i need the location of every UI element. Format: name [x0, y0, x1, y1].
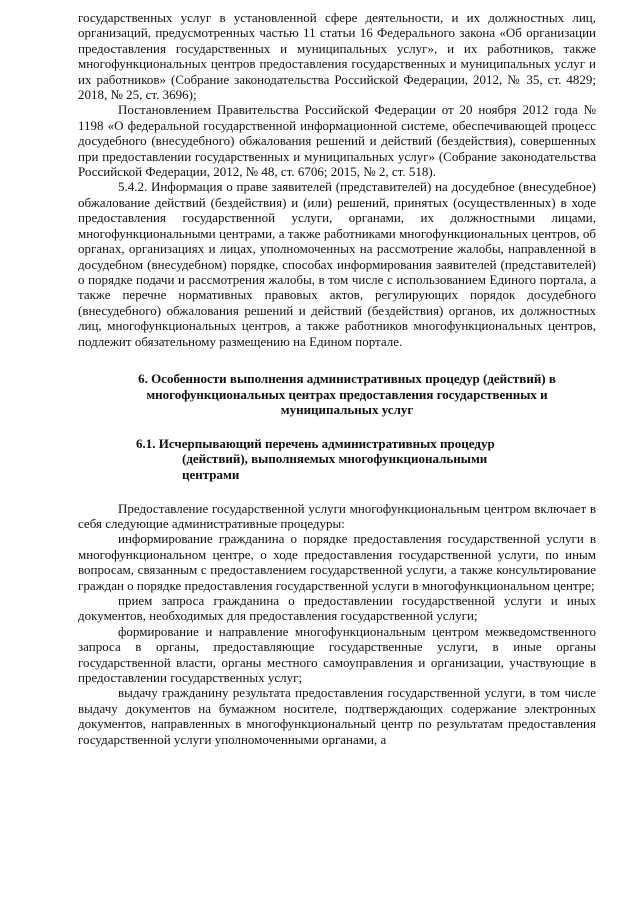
paragraph-5-4-2: 5.4.2. Информация о праве заявителей (представителей) на досудебное (внесудебное) обжалование действий (бездействия) и (или) решений, принятых (осуществленных) в ходе предоставления государственной услуги, органами, их должностными лицами, многофункциональными центрами, а также работниками многофункциональных центров, об органах, организациях и лицах, уполномоченных на рассмотрение жалобы, направленной в досудебном (внесудебном) порядке, способах информирования заявителей (представителей) о порядке подачи и рассмотрения жалобы, в том числе с использованием Единого портала, а также перечне нормативных правовых актов, регулирующих порядок досудебного (внесудебного) обжалования решений и действий (бездействия) органов, их должностных лиц, многофункциональных центров, а также работников многофункциональных центров, подлежит обязательному размещению на Едином портале. [78, 179, 596, 349]
section-6-1-heading-line-1: 6.1. Исчерпывающий перечень административных процедур [136, 435, 495, 451]
section-6-1-heading [78, 436, 596, 483]
paragraph-forming-request: формирование и направление многофункциональным центром межведомственного запроса в органы, предоставляющие государственные услуги, в иные органы государственной власти, органы местного самоуправления и организации, участвующие в предоставлении государственных услуг; [78, 623, 596, 685]
paragraph-resolution-1198: Постановлением Правительства Российской Федерации от 20 ноября 2012 года № 1198 «О федеральной государственной информационной системе, обеспечивающей процесс досудебного (внесудебного) обжалования решений и действий (бездействия), совершенных при предоставлении государственных и муниципальных услуг» (Собрание законодательства Российской Федерации, 2012, № 48, ст. 6706; 2015, № 2, ст. 518). [78, 102, 596, 180]
section-6-1-heading-line-2: (действий), выполняемых многофункциональными [182, 451, 488, 467]
paragraph-reception: прием запроса гражданина о предоставлении государственной услуги и иных документов, необходимых для предоставления государственной услуги; [78, 592, 596, 624]
paragraph-intro: государственных услуг в установленной сфере деятельности, и их должностных лиц, организаций, предусмотренных частью 11 статьи 16 Федерального закона «Об организации предоставления государственных и муниципальных услуг», и их работников, также многофункциональных центров предоставления государственных и муниципальных услуг и их работников» (Собрание законодательства Российской Федерации, 2012, № 35, ст. 4829; 2018, № 25, ст. 3696); [78, 10, 596, 103]
section-6-1-heading-line-3: центрами [182, 466, 240, 482]
paragraph-informing: информирование гражданина о порядке предоставления государственной услуги в многофункциональном центре, о ходе предоставления государственной услуги, по иным вопросам, связанным с предоставлением государственной услуги, а также консультирование граждан о порядке предоставления государственной услуги в многофункциональном центре; [78, 531, 596, 593]
spacer [78, 418, 596, 436]
spacer [78, 349, 596, 371]
paragraph-procedures-intro: Предоставление государственной услуги многофункциональным центром включает в себя следующие административные процедуры: [78, 500, 596, 531]
spacer [78, 483, 596, 501]
paragraph-issuing-result: выдачу гражданину результата предоставления государственной услуги, в том числе выдачу документов на бумажном носителе, подтверждающих содержание электронных документов, направленных в многофункциональный центр по результатам предоставления государственной услуги уполномоченными органами, а [78, 685, 596, 747]
section-6-heading: 6. Особенности выполнения административных процедур (действий) в многофункциональных центрах предоставления государственных и муниципальных услуг [138, 370, 556, 418]
